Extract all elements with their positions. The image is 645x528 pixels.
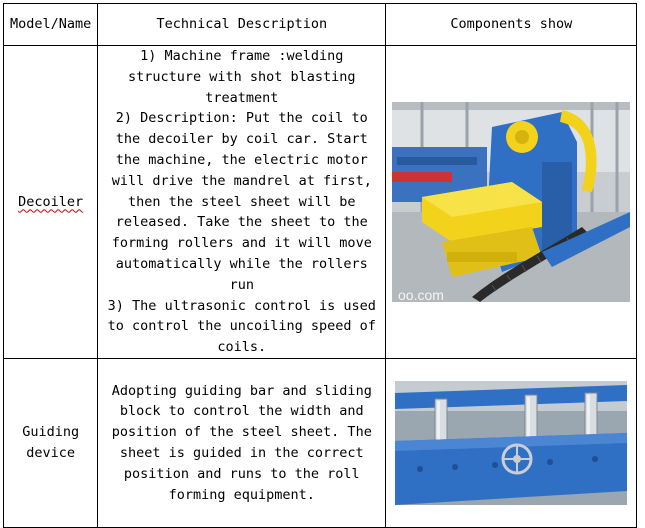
decoiler-point-2: 2) Description: Put the coil to the decoiler by coil car. Start the machine, the electric motor will drive the mandrel at first, then the steel sheet will be released. Take the sheet to the forming rollers and it will move automatically while the rollers run <box>111 110 372 293</box>
header-description: Technical Description <box>98 4 386 46</box>
guiding-photo-cell <box>386 358 637 527</box>
header-components: Components show <box>386 4 637 46</box>
header-model: Model/Name <box>4 4 98 46</box>
guiding-name: Guiding device <box>22 424 80 461</box>
decoiler-photo <box>392 102 630 302</box>
guiding-description: Adopting guiding bar and sliding block to control the width and position of the steel sheet. The sheet is guided in the correct position and runs to the roll forming equipment. <box>111 382 372 503</box>
decoiler-photo-watermark: oo.com <box>398 286 445 302</box>
header-row <box>4 4 637 46</box>
decoiler-row <box>4 46 637 359</box>
spec-table <box>3 3 637 528</box>
decoiler-name: Decoiler <box>18 193 84 210</box>
decoiler-name-cell <box>4 46 98 359</box>
guiding-name-cell <box>4 358 98 527</box>
decoiler-photo-cell <box>386 46 637 359</box>
guiding-device-photo <box>395 381 627 505</box>
decoiler-description-cell <box>98 46 386 359</box>
guiding-description-cell <box>98 358 386 527</box>
decoiler-point-3: 3) The ultrasonic control is used to control the uncoiling speed of coils. <box>107 297 376 356</box>
decoiler-point-1: 1) Machine frame :welding structure with shot blasting treatment <box>127 48 356 106</box>
guiding-row <box>4 358 637 527</box>
